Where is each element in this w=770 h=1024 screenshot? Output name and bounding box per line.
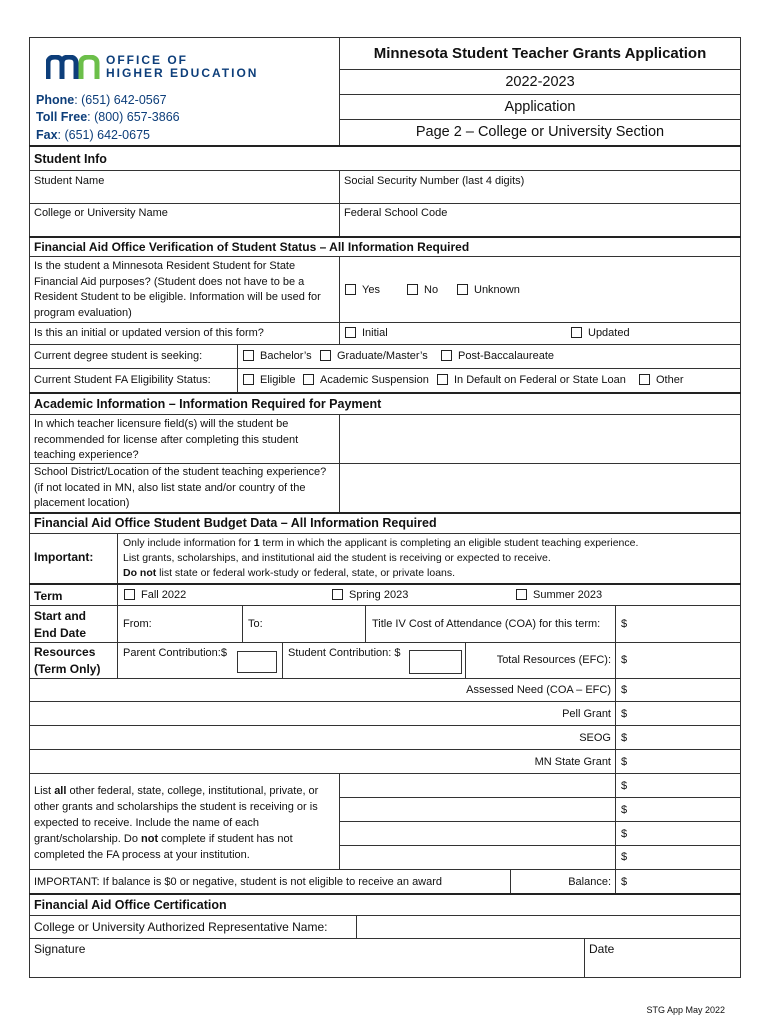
resident-unknown-checkbox[interactable] xyxy=(457,284,468,295)
important-label: Important: xyxy=(34,550,94,564)
degree-postbacc-checkbox[interactable] xyxy=(441,350,452,361)
term-spring-checkbox[interactable] xyxy=(332,589,343,600)
term-label: Term xyxy=(34,589,63,603)
student-contribution-label: Student Contribution: $ xyxy=(288,647,401,659)
version-updated-label: Updated xyxy=(588,327,630,339)
resident-no-label: No xyxy=(424,284,439,296)
certification-heading: Financial Aid Office Certification xyxy=(34,898,227,912)
coa-label: Title IV Cost of Attendance (COA) for this term: xyxy=(372,618,601,630)
list-text-a: List xyxy=(34,785,55,797)
fax-label: Fax xyxy=(36,128,58,142)
degree-graduate-label: Graduate/Master’s xyxy=(337,350,428,362)
degree-bachelors-label: Bachelor’s xyxy=(260,350,312,362)
version-initial-label: Initial xyxy=(362,327,388,339)
term-spring-label: Spring 2023 xyxy=(349,589,409,601)
resources-label-1: Resources xyxy=(34,645,96,659)
footer-text: STG App May 2022 xyxy=(646,1005,725,1015)
term-summer-label: Summer 2023 xyxy=(533,589,603,601)
start-end-label-2: End Date xyxy=(34,626,87,640)
student-contribution-input[interactable] xyxy=(409,650,462,674)
total-resources-label: Total Resources (EFC): xyxy=(496,654,611,666)
tollfree-value: : (800) 657-3866 xyxy=(87,110,180,124)
balance-label: Balance: xyxy=(568,876,611,888)
resident-yes-checkbox[interactable] xyxy=(345,284,356,295)
from-date-field[interactable]: From: xyxy=(123,618,152,630)
logo-line-2: HIGHER EDUCATION xyxy=(106,66,259,80)
version-initial-checkbox[interactable] xyxy=(345,327,356,338)
important-line-3b: list state or federal work-study or federal, state, or private loans. xyxy=(156,567,456,579)
other-grants-instructions xyxy=(34,783,339,863)
pell-grant-label: Pell Grant xyxy=(562,708,611,720)
mn-state-grant-label: MN State Grant xyxy=(534,756,611,768)
form-title: Minnesota Student Teacher Grants Application xyxy=(373,45,707,62)
fa-status-question: Current Student FA Eligibility Status: xyxy=(34,374,211,386)
version-question: Is this an initial or updated version of this form? xyxy=(34,327,264,339)
form-page: Page 2 – College or University Section xyxy=(415,124,665,140)
coa-dollar[interactable]: $ xyxy=(621,618,628,630)
other-grant-4-dollar[interactable]: $ xyxy=(621,851,628,863)
term-summer-checkbox[interactable] xyxy=(516,589,527,600)
date-label: Date xyxy=(589,942,615,956)
student-name-field[interactable]: Student Name xyxy=(34,175,105,187)
verification-heading: Financial Aid Office Verification of Student Status – All Information Required xyxy=(34,240,470,254)
degree-question: Current degree student is seeking: xyxy=(34,350,203,362)
fa-other-label: Other xyxy=(656,374,684,386)
fax-value: : (651) 642-0675 xyxy=(57,128,150,142)
balance-dollar[interactable]: $ xyxy=(621,876,628,888)
list-text-b: all xyxy=(54,785,67,797)
seog-label: SEOG xyxy=(579,732,611,744)
fa-eligible-checkbox[interactable] xyxy=(243,374,254,385)
important-line-1b: 1 xyxy=(253,537,260,549)
important-line-3a: Do not xyxy=(123,567,157,579)
fa-eligible-label: Eligible xyxy=(260,374,296,386)
list-text-d: not xyxy=(141,833,159,845)
assessed-need-dollar[interactable]: $ xyxy=(621,684,628,696)
phone-label: Phone xyxy=(36,93,75,107)
list-text-c: other federal, state, college, institutional, private, or other grants and scholarships the student is receiving or is expected to receive. Include the name of each grant/scholarship. Do xyxy=(34,785,319,845)
term-fall-checkbox[interactable] xyxy=(124,589,135,600)
signature-label: Signature xyxy=(34,942,86,956)
rep-name-label: College or University Authorized Representative Name: xyxy=(34,920,328,934)
district-question: School District/Location of the student teaching experience? (if not located in MN, also list state and/or country of the placement location) xyxy=(34,466,327,509)
other-grant-3-dollar[interactable]: $ xyxy=(621,828,628,840)
other-grant-1-dollar[interactable]: $ xyxy=(621,780,628,792)
list-text-e: complete if student has not completed the FA process at your institution. xyxy=(34,833,293,861)
fa-suspension-label: Academic Suspension xyxy=(320,374,429,386)
licensure-answer-field[interactable] xyxy=(340,415,740,463)
seog-dollar[interactable]: $ xyxy=(621,732,628,744)
academic-heading: Academic Information – Information Required for Payment xyxy=(34,397,382,411)
degree-postbacc-label: Post-Baccalaureate xyxy=(458,350,554,362)
district-answer-field[interactable] xyxy=(340,464,740,512)
fa-default-label: In Default on Federal or State Loan xyxy=(454,374,626,386)
resident-question: Is the student a Minnesota Resident Student for State Financial Aid purposes? (Student does not have to be a Resident Student to be eligible. Information will be used for program evaluation) xyxy=(34,260,321,319)
date-field[interactable] xyxy=(585,956,740,977)
resident-no-checkbox[interactable] xyxy=(407,284,418,295)
pell-grant-dollar[interactable]: $ xyxy=(621,708,628,720)
budget-heading: Financial Aid Office Student Budget Data – All Information Required xyxy=(34,516,437,530)
start-end-label-1: Start and xyxy=(34,609,87,623)
tollfree-line xyxy=(36,109,180,125)
logo-line-1: OFFICE OF xyxy=(106,53,188,67)
balance-note: IMPORTANT: If balance is $0 or negative, student is not eligible to receive an award xyxy=(34,876,443,888)
fa-default-checkbox[interactable] xyxy=(437,374,448,385)
assessed-need-label: Assessed Need (COA – EFC) xyxy=(466,684,611,696)
parent-contribution-input[interactable] xyxy=(237,651,277,673)
term-fall-label: Fall 2022 xyxy=(141,589,187,601)
form-subtitle: Application xyxy=(504,99,576,115)
resident-unknown-label: Unknown xyxy=(474,284,520,296)
college-name-field[interactable]: College or University Name xyxy=(34,207,168,219)
fa-suspension-checkbox[interactable] xyxy=(303,374,314,385)
fax-line xyxy=(36,127,150,143)
degree-graduate-checkbox[interactable] xyxy=(320,350,331,361)
important-line-1c: term in which the applicant is completing an eligible student teaching experience. xyxy=(259,537,639,549)
resources-label-2: (Term Only) xyxy=(34,662,101,676)
fa-other-checkbox[interactable] xyxy=(639,374,650,385)
parent-contribution-label: Parent Contribution:$ xyxy=(123,647,227,659)
form-year: 2022-2023 xyxy=(505,74,575,90)
important-line-3 xyxy=(123,566,455,580)
important-line-2: List grants, scholarships, and institutional aid the student is receiving or expected to receive. xyxy=(123,552,551,564)
school-code-field[interactable]: Federal School Code xyxy=(344,207,448,219)
phone-line xyxy=(36,92,167,108)
to-date-field[interactable]: To: xyxy=(248,618,263,630)
other-grant-2-dollar[interactable]: $ xyxy=(621,804,628,816)
student-info-heading: Student Info xyxy=(34,152,107,166)
ssn-field[interactable]: Social Security Number (last 4 digits) xyxy=(344,175,525,187)
total-resources-dollar[interactable]: $ xyxy=(621,654,628,666)
signature-field[interactable] xyxy=(30,939,583,977)
mn-state-grant-dollar[interactable]: $ xyxy=(621,756,628,768)
important-line-1 xyxy=(123,536,638,550)
resident-yes-label: Yes xyxy=(362,284,380,296)
version-updated-checkbox[interactable] xyxy=(571,327,582,338)
rep-name-field[interactable] xyxy=(357,916,740,938)
licensure-question: In which teacher licensure field(s) will the student be recommended for license after completing this student teaching experience? xyxy=(34,418,299,461)
ohe-logo-icon xyxy=(46,55,104,81)
tollfree-label: Toll Free xyxy=(36,110,88,124)
phone-value: : (651) 642-0567 xyxy=(74,93,167,107)
degree-bachelors-checkbox[interactable] xyxy=(243,350,254,361)
important-line-1a: Only include information for xyxy=(123,537,254,549)
